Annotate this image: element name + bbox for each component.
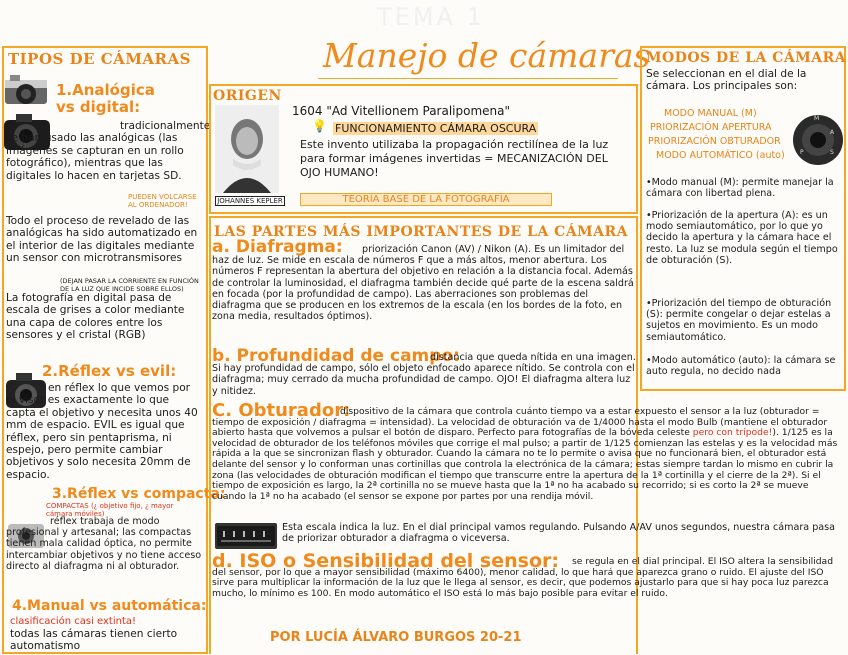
modo-auto-text: •Modo automático (auto): la cámara se auto regula, no decido nada <box>646 355 836 378</box>
modo-manual-label: MODO MANUAL (M) <box>664 108 757 119</box>
shutter-scale-image <box>215 523 277 549</box>
manual-vs-automatica-heading: 4.Manual vs automática: <box>12 598 207 614</box>
author-credit: POR LUCÍA ÁLVARO BURGOS 20-21 <box>270 630 522 645</box>
camera-dial-icon <box>792 106 844 174</box>
diafragma-text: priorización Canon (AV) / Nikon (A). Es un limitador del haz de luz. Se mide en escala de números F que a más altos, menor abertura. Los números F representan la abertura del objetivo en relación a la distancia focal. Además de controlar la luminosidad, el diafragma también decide qué parte de la escena saldrá en focada (por la profundidad de campo). Las aberraciones son problemas del diafragma que se producen en los extremos de la escala (en los bordes de la foto, en zona media, resultados óptimos). <box>212 244 634 323</box>
modo-auto-label: MODO AUTOMÁTICO (auto) <box>656 150 785 161</box>
modo-apertura-label: PRIORIZACIÓN APERTURA <box>650 122 772 133</box>
reflex-vs-compacta-heading: 3.Réflex vs compacta: <box>52 486 226 502</box>
diafragma-heading: a. Diafragma: <box>212 237 343 257</box>
tipos-para-2: Todo el proceso de revelado de las analógicas ha sido automatizado en el interior de las digitales mediante un sensor con microtransmisores <box>6 215 198 265</box>
origen-title: ORIGEN <box>213 88 282 104</box>
obturador-heading: C. Obturador: <box>212 400 351 421</box>
tipos-para-6a: clasificación casi extinta! <box>10 616 137 627</box>
svg-text:S: S <box>830 149 834 156</box>
iso-heading: d. ISO o Sensibilidad del sensor: <box>212 550 559 572</box>
iso-text: se regula en el dial principal. El ISO altera la sensibilidad del sensor, por lo que a mayor sensibilidad (máximo 6400), menor calidad, lo que hará que aparezca grano o ruido. El ajuste del ISO sirve para multiplicar la información de la luz que le llega al sensor, es decir, que podemos ajustarlo para que si hay poca luz parezca mucho, lo mínimo es 100. En modo automático el ISO está lo más bajo posible para evitar el ruido. <box>212 556 834 599</box>
tipos-para-4: en réflex lo que vemos por el visor es exactamente lo que capta el objetivo y necesita unos 40 mm de espacio. EVIL es igual que réflex, pero sin pentaprisma, ni espejo, pero permite cambiar objetivos y solo necesita 20mm de espacio. <box>6 382 198 481</box>
lightbulb-icon: 💡 <box>312 119 327 133</box>
tipos-para-6b: todas las cámaras tienen cierto automatismo <box>10 628 178 653</box>
modo-apertura-text: •Priorización de la apertura (A): es un modo semiautomático, por lo que yo decido la apertura y la cámara hace el resto. La luz se modula según el tiempo de obturación (S). <box>646 210 838 266</box>
origen-line-1: 1604 "Ad Vitellionem Paralipomena" <box>292 104 511 118</box>
reflex-vs-evil-heading: 2.Réflex vs evil: <box>42 362 177 380</box>
page-title: Manejo de cámaras <box>323 36 651 75</box>
svg-text:A: A <box>830 129 835 136</box>
modo-manual-text: •Modo manual (M): permite manejar la cámara con libertad plena. <box>646 177 834 200</box>
obturador-text <box>212 407 842 502</box>
tipos-para-5: réflex trabaja de modo profesional y artesanal; las compactas tienen mala calidad óptica, no permite intercambiar objetivos y no tiene acceso directo al diafragma ni al obturador. <box>6 516 202 572</box>
profundidad-text: distancia que queda nítida en una imagen. Si hay profundidad de campo, sólo el objeto enfocado aparece nítido. Se controla con el diafragma; muy cerrado da mucha profundidad de campo. OJO! El diafragma altera luz y nitidez. <box>212 352 636 397</box>
modos-title: MODOS DE LA CÁMARA <box>646 50 847 66</box>
tema-label: TEMA 1 <box>377 3 485 31</box>
obturador-note: pero con trípode! <box>692 427 773 439</box>
obturador-text-3: Esta escala indica la luz. En el dial principal vamos regulando. Pulsando A/AV unos segundos, nuestra cámara pasa de priorizar obturador a diafragma o viceversa. <box>282 522 836 545</box>
partes-title: LAS PARTES MÁS IMPORTANTES DE LA CÁMARA <box>214 224 629 240</box>
svg-text:P: P <box>800 149 804 156</box>
origen-line-4: TEORÍA BASE DE LA FOTOGRAFÍA <box>300 193 552 206</box>
tipos-para-3: La fotografía en digital pasa de escala de grises a color mediante una capa de colores entre los sensores y el cristal (RGB) <box>6 292 185 342</box>
tipos-note-2: (DEJAN PASAR LA CORRIENTE EN FUNCIÓN DE LA LUZ QUE INCIDE SOBRE ELLOS) <box>60 277 199 293</box>
profundidad-heading: b. Profundidad de campo: <box>212 346 460 366</box>
tipos-note-3: COMPACTAS (¿ objetivo fijo, ¿ mayor cámara móviles) <box>46 502 174 518</box>
obturador-text-2: ). 1/125 es la velocidad de obturador de los teléfonos móviles que corrige el mal pulso; a partir de 1/125 comienzan las estelas y es la velocidad más rápida a la que se sincronizan flash y obturador. Cuando la cámara no te lo permite o avisa que no funcionará bien, el obturador está delante del sensor y lo conforman unas cortinillas que controla la electrónica de la cámara; estas siempre tardan lo mismo en cubrir la zona (las velocidades de obturación modifican el tiempo que transcurre entre la apertura de la 1ª cortinilla y el cierre de la 2ª). Si el tiempo de exposición es largo, la 2ª cortinilla no se mueve hasta que la 1ª no ha acabado su recorrido; si es corto la 2ª se mueve cuando la 1ª no ha acabado (el sensor se expone por partes por una rendija móvil. <box>212 427 838 502</box>
modo-obturador-label: PRIORIZACIÓN OBTURADOR <box>648 136 781 147</box>
svg-text:M: M <box>814 115 820 122</box>
tipos-note-1: PUEDEN VOLCARSE AL ORDENADOR! <box>128 193 197 209</box>
vintage-camera-icon <box>2 70 50 110</box>
modos-intro: Se seleccionan en el dial de la cámara. Los principales son: <box>646 68 807 93</box>
tipos-para-1: tradicionalmente se han usado las analógicas (las imágenes se capturan en un rollo fotográfico), mientras que las digitales lo hacen en tarjetas SD. <box>6 120 211 182</box>
origen-line-2: FUNCIONAMIENTO CÁMARA OSCURA <box>335 122 537 135</box>
tipos-title: TIPOS DE CÁMARAS <box>8 50 191 68</box>
title-underline <box>318 78 618 79</box>
modos-list <box>648 107 785 163</box>
analogica-vs-digital-heading: 1.Analógica vs digital: <box>56 81 155 116</box>
obturador-text-1: dispositivo de la cámara que controla cuánto tiempo va a estar expuesto el sensor a la luz (obturador = tiempo de exposición / diafragma = intensidad). La velocidad de obturación va de 1/4000 hasta el modo Bulb (mantiene el obturador abierto hasta que volvemos a pulsar el botón de disparo. Perfecto para fotografías de la bóveda celeste <box>212 406 828 439</box>
origen-line-3: Este invento utilizaba la propagación rectilínea de la luz para formar imágenes invertidas = MECANIZACIÓN DEL OJO HUMANO! <box>300 138 609 179</box>
kepler-caption: JOHANNES KEPLER <box>215 196 285 206</box>
kepler-portrait <box>215 105 279 193</box>
modo-obturador-text: •Priorización del tiempo de obturación (S): permite congelar o dejar estelas a sujetos en movimiento. Es un modo semiautomático. <box>646 298 832 343</box>
